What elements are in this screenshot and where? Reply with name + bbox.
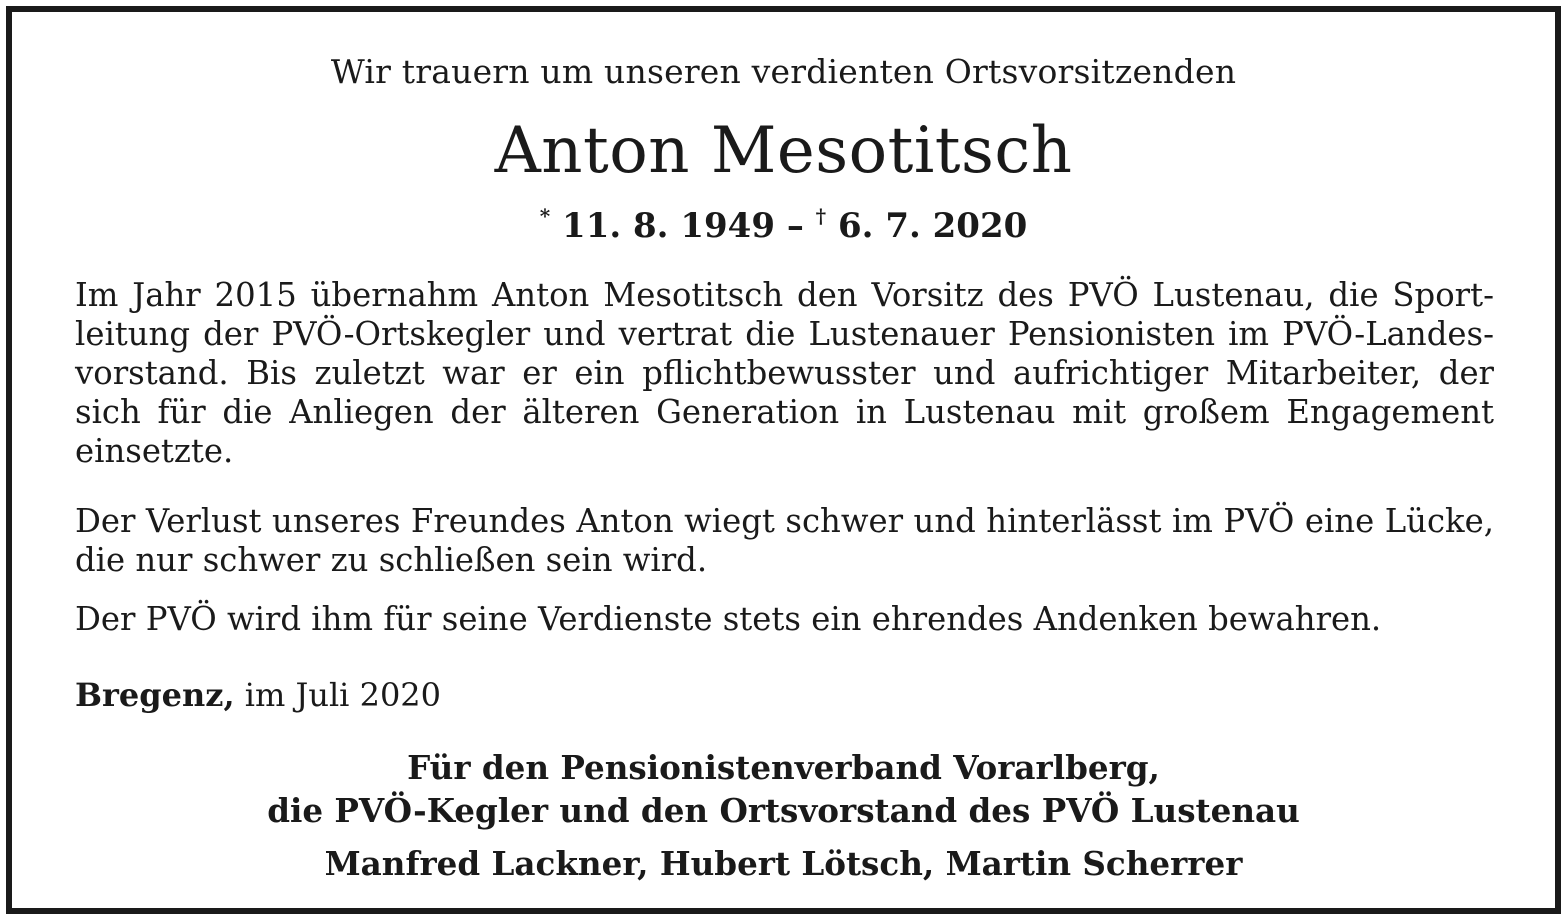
birth-symbol: * — [539, 204, 551, 228]
place: Bregenz, — [75, 676, 235, 714]
date-dash: – — [774, 206, 816, 246]
death-symbol: † — [815, 204, 827, 228]
death-date: 6. 7. 2020 — [837, 206, 1028, 246]
deceased-name: Anton Mesotitsch — [494, 114, 1073, 188]
birth-date: 11. 8. 1949 — [562, 206, 775, 246]
signatories: Manfred Lackner, Hubert Lötsch, Martin Scherrer — [324, 844, 1243, 883]
paragraph-3: Der PVÖ wird ihm für seine Verdienste stets ein ehrendes Andenken bewahren. — [75, 600, 1382, 638]
signature-line-1: Für den Pensionistenverband Vorarlberg, — [407, 748, 1160, 787]
signature-block — [12, 746, 1555, 832]
place-date — [75, 676, 441, 714]
paragraph-2: Der Verlust unseres Freundes Anton wiegt schwer und hinterlässt im PVÖ eine Lücke, die nur schwer zu schließen sein wird. — [75, 502, 1494, 579]
signature-line-2: die PVÖ-Kegler und den Ortsvorstand des PVÖ Lustenau — [267, 791, 1300, 830]
intro-line: Wir trauern um unseren verdienten Ortsvorsitzenden — [330, 52, 1237, 91]
date: im Juli 2020 — [234, 676, 442, 714]
life-dates — [12, 204, 1555, 246]
obituary-notice — [6, 6, 1561, 914]
paragraph-1: Im Jahr 2015 übernahm Anton Mesotitsch den Vorsitz des PVÖ Lustenau, die Sportleitung der PVÖ-Ortskegler und vertrat die Lustenauer Pensionisten im PVÖ-Landesvorstand. Bis zuletzt war er ein pflichtbewusster und aufrichtiger Mitarbeiter, der sich für die Anliegen der älteren Generation in Lustenau mit großem Engagement einsetzte. — [75, 276, 1494, 470]
